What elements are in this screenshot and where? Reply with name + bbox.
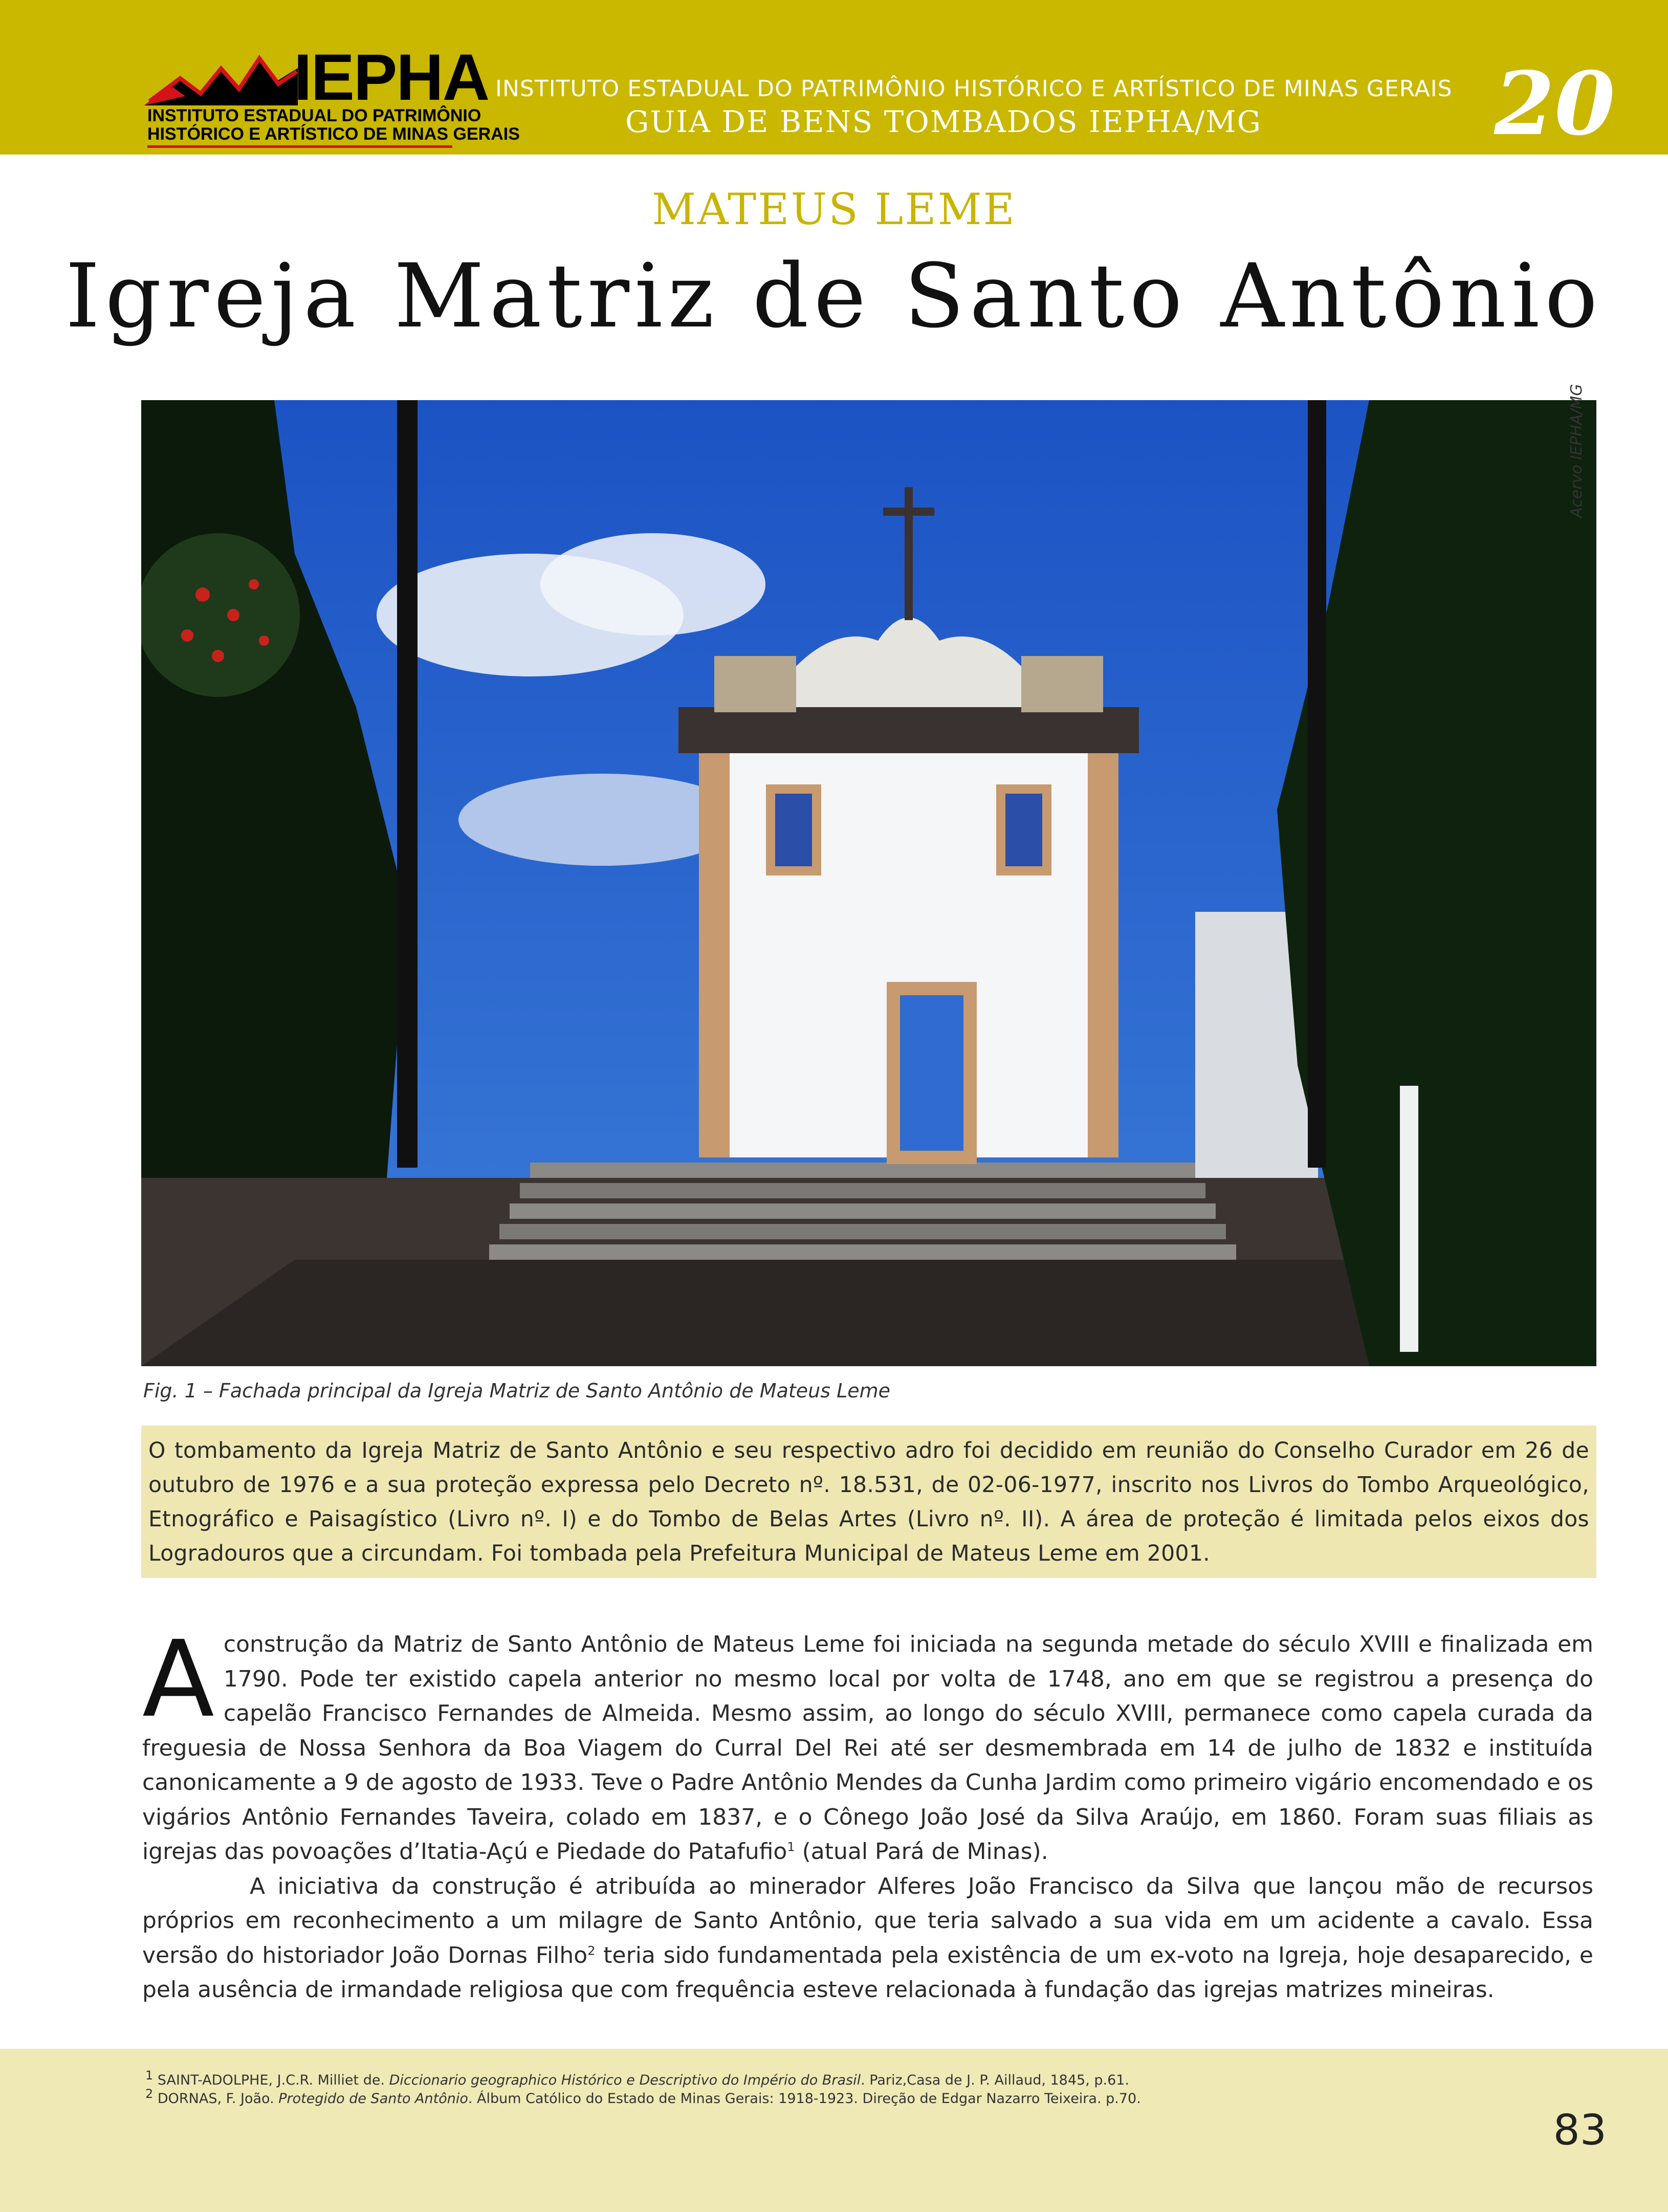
footnote-1-number: 1 <box>145 2068 153 2083</box>
paragraph-2 <box>142 1869 1593 2007</box>
paragraph-1 <box>142 1618 1593 1869</box>
footnote-ref-1[interactable]: 1 <box>787 1839 795 1854</box>
photo-credit: Acervo IEPHA/MG <box>1568 384 1586 518</box>
page-number: 83 <box>1553 2106 1607 2155</box>
iepha-logo[interactable] <box>144 41 520 147</box>
footnote-2-author: DORNAS, F. João. <box>157 2091 279 2107</box>
paragraph-1-end: (atual Pará de Minas). <box>795 1838 1048 1865</box>
article-body <box>142 1618 1593 2007</box>
guide-title: GUIA DE BENS TOMBADOS IEPHA/MG <box>625 104 1262 139</box>
paragraph-2-text-a: A iniciativa da construção é atribuída ao minerador Alferes João Francisco da Silva que lançou mão de recursos próprios em reconhecimento a um milagre de Santo Antônio, que teria salvado a sua vida em um acidente a cavalo. Essa versão do historiador João Dornas Filho <box>142 1873 1593 1968</box>
logo-subtitle-line2: HISTÓRICO E ARTÍSTICO DE MINAS GERAIS <box>147 124 520 144</box>
footnote-1-publication: . Pariz,Casa de J. P. Aillaud, 1845, p.61. <box>861 2072 1130 2088</box>
protection-summary-box <box>141 1426 1596 1578</box>
logo-underline <box>147 145 452 148</box>
footnote-ref-2[interactable]: 2 <box>587 1943 596 1958</box>
drop-cap: A <box>142 1618 214 1741</box>
paragraph-2-text-b: teria sido fundamentada pela existência de um ex-voto na Igreja, hoje desaparecido, e pela ausência de irmandade religiosa que com frequência esteve relacionada à fundação das igrejas matrizes mineiras. <box>142 1942 1593 2003</box>
page-title: Igreja Matriz de Santo Antônio <box>65 245 1603 347</box>
footnote-2-work: Protegido de Santo Antônio <box>278 2091 468 2107</box>
footer-band <box>0 2049 1668 2212</box>
logo-subtitle-line1: INSTITUTO ESTADUAL DO PATRIMÔNIO <box>147 106 481 125</box>
institute-name: INSTITUTO ESTADUAL DO PATRIMÔNIO HISTÓRICO E ARTÍSTICO DE MINAS GERAIS <box>495 76 1453 102</box>
church-photo <box>141 400 1596 1366</box>
mountain-logo-icon <box>144 50 298 106</box>
header-band <box>0 0 1668 155</box>
footnote-1 <box>145 2068 1527 2088</box>
chapter-number: 20 <box>1494 53 1615 155</box>
footnote-2 <box>145 2087 1527 2107</box>
paragraph-1-text: construção da Matriz de Santo Antônio de Mateus Leme foi iniciada na segunda metade do século XVIII e finalizada em 1790. Pode ter existido capela anterior no mesmo local por volta de 1748, ano em que se registrou a presença do capelão Francisco Fernandes de Almeida. Mesmo assim, ao longo do século XVIII, permanece como capela curada da freguesia de Nossa Senhora da Boa Viagem do Curral Del Rei até ser desmembrada em 14 de julho de 1832 e instituída canonicamente a 9 de agosto de 1933. Teve o Padre Antônio Mendes da Cunha Jardim como primeiro vigário encomendado e os vigários Antônio Fernandes Taveira, colado em 1837, e o Cônego João José da Silva Araújo, em 1860. Foram suas filiais as igrejas das povoações d’Itatia-Açú e Piedade do Patafufio <box>142 1631 1593 1865</box>
protection-summary-text: O tombamento da Igreja Matriz de Santo Antônio e seu respectivo adro foi decidido em reunião do Conselho Curador em 26 de outubro de 1976 e a sua proteção expressa pelo Decreto nº. 18.531, de 02-06-1977, inscrito nos Livros do Tombo Arqueológico, Etnográfico e Paisagístico (Livro nº. I) e do Tombo de Belas Artes (Livro nº. II). A área de proteção é limitada pelos eixos dos Logradouros que a circundam. Foi tombada pela Prefeitura Municipal de Mateus Leme em 2001. <box>148 1438 1589 1566</box>
footnote-1-author: SAINT-ADOLPHE, J.C.R. Milliet de. <box>157 2072 389 2088</box>
logo-wordmark: IEPHA <box>294 41 489 114</box>
figure-caption: Fig. 1 – Fachada principal da Igreja Matriz de Santo Antônio de Mateus Leme <box>143 1379 891 1402</box>
footnote-1-work: Diccionario geographico Histórico e Descriptivo do Império do Brasil <box>389 2072 861 2088</box>
footnote-2-publication: . Álbum Católico do Estado de Minas Gerais: 1918-1923. Direção de Edgar Nazarro Teixeira. p.70. <box>468 2091 1141 2107</box>
city-heading: MATEUS LEME <box>652 184 1016 234</box>
church-facade-illustration <box>141 400 1596 1366</box>
footnote-2-number: 2 <box>145 2087 153 2101</box>
